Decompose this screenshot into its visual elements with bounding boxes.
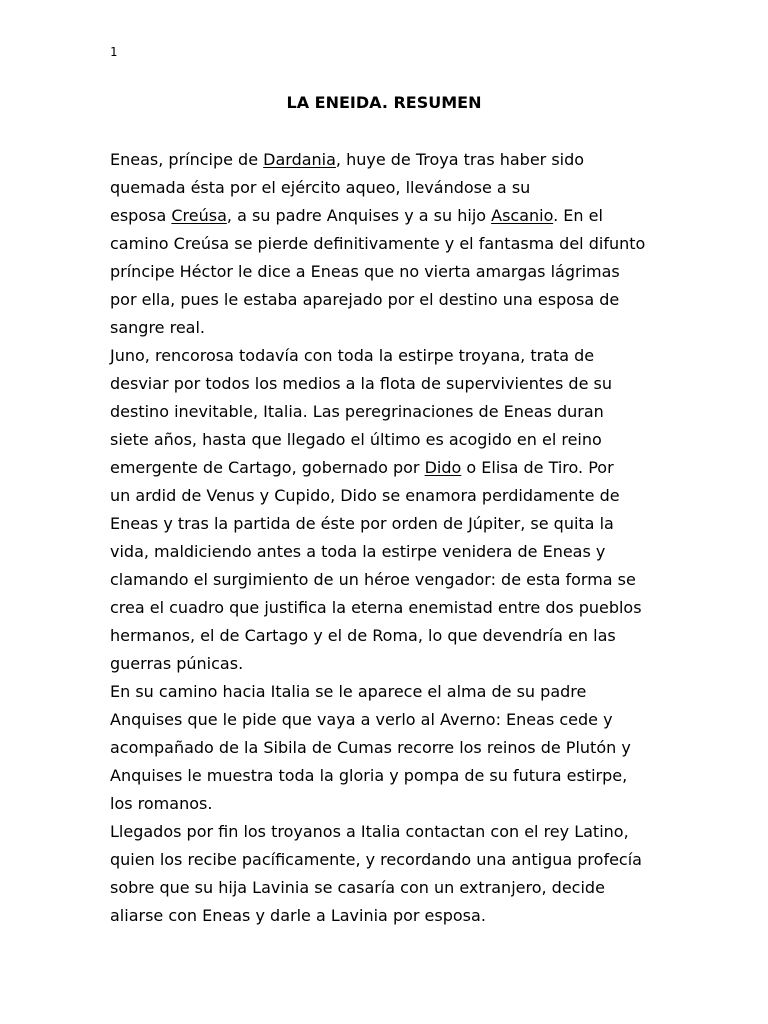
text-line: Eneas y tras la partida de éste por orden de Júpiter, se quita la <box>110 514 614 533</box>
text-line: acompañado de la Sibila de Cumas recorre los reinos de Plutón y <box>110 738 631 757</box>
text-segment: emergente de Cartago, gobernado por <box>110 458 425 477</box>
text-line: vida, maldiciendo antes a toda la estirpe venidera de Eneas y <box>110 542 606 561</box>
text-line: Llegados por fin los troyanos a Italia contactan con el rey Latino, <box>110 822 629 841</box>
text-line: quien los recibe pacíficamente, y recordando una antigua profecía <box>110 850 642 869</box>
text-line: crea el cuadro que justifica la eterna enemistad entre dos pueblos <box>110 598 642 617</box>
text-line: Juno, rencorosa todavía con toda la estirpe troyana, trata de <box>110 346 595 365</box>
text-line: Anquises que le pide que vaya a verlo al Averno: Eneas cede y <box>110 710 613 729</box>
text-line: príncipe Héctor le dice a Eneas que no vierta amargas lágrimas <box>110 262 620 281</box>
link-creusa[interactable]: Creúsa <box>171 206 227 225</box>
text-line <box>110 202 670 230</box>
text-segment: , huye de Troya tras haber sido <box>335 150 585 169</box>
text-line: sangre real. <box>110 318 205 337</box>
text-segment: Eneas, príncipe de <box>110 150 264 169</box>
text-line: por ella, pues le estaba aparejado por el destino una esposa de <box>110 290 620 309</box>
text-line: quemada ésta por el ejército aqueo, llevándose a su <box>110 178 531 197</box>
link-dido[interactable]: Dido <box>424 458 462 477</box>
link-dardania[interactable]: Dardania <box>263 150 336 169</box>
text-line <box>110 454 670 482</box>
document-body <box>110 146 670 930</box>
text-segment: , a su padre Anquises y a su hijo <box>226 206 492 225</box>
text-line: aliarse con Eneas y darle a Lavinia por esposa. <box>110 906 486 925</box>
document-title: LA ENEIDA. RESUMEN <box>286 93 482 112</box>
text-line: En su camino hacia Italia se le aparece el alma de su padre <box>110 682 587 701</box>
link-ascanio[interactable]: Ascanio <box>491 206 554 225</box>
text-line: un ardid de Venus y Cupido, Dido se enamora perdidamente de <box>110 486 620 505</box>
text-line <box>110 146 670 174</box>
text-segment: o Elisa de Tiro. Por <box>461 458 614 477</box>
text-segment: esposa <box>110 206 172 225</box>
text-line: Anquises le muestra toda la gloria y pompa de su futura estirpe, <box>110 766 628 785</box>
text-line: clamando el surgimiento de un héroe vengador: de esta forma se <box>110 570 636 589</box>
text-line: destino inevitable, Italia. Las peregrinaciones de Eneas duran <box>110 402 604 421</box>
text-line: camino Creúsa se pierde definitivamente y el fantasma del difunto <box>110 234 646 253</box>
text-line: guerras púnicas. <box>110 654 244 673</box>
text-segment: . En el <box>553 206 603 225</box>
text-line: siete años, hasta que llegado el último es acogido en el reino <box>110 430 602 449</box>
text-line: los romanos. <box>110 794 213 813</box>
text-line: hermanos, el de Cartago y el de Roma, lo que devendría en las <box>110 626 616 645</box>
text-line: sobre que su hija Lavinia se casaría con un extranjero, decide <box>110 878 605 897</box>
text-line: desviar por todos los medios a la flota de supervivientes de su <box>110 374 612 393</box>
page-number: 1 <box>110 45 118 59</box>
